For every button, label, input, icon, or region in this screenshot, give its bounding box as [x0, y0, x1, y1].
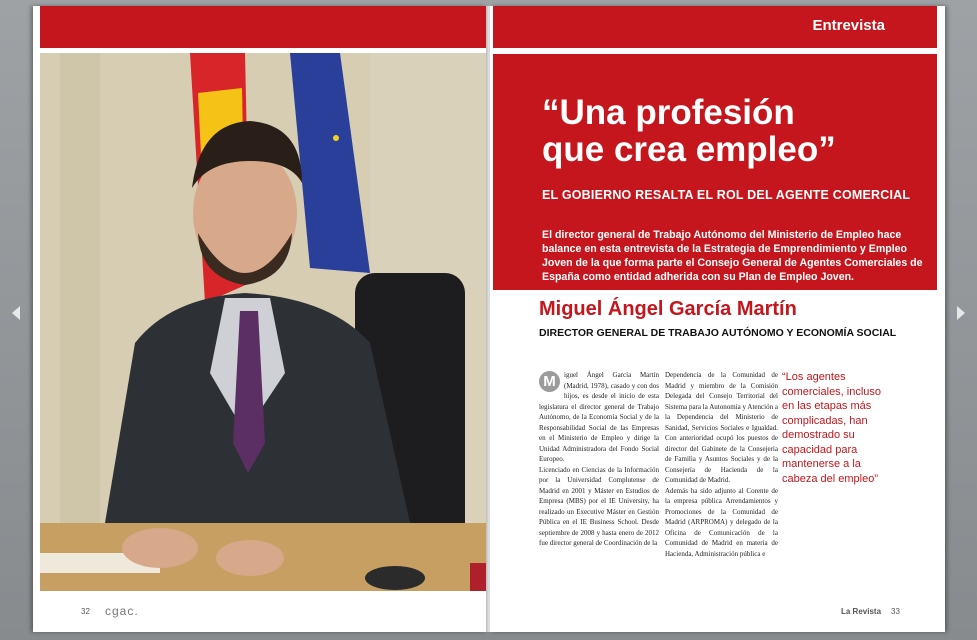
kicker: EL GOBIERNO RESALTA EL ROL DEL AGENTE COMERCIAL [542, 188, 911, 202]
section-tag: Entrevista [812, 17, 885, 34]
left-page[interactable] [33, 6, 487, 632]
headline-block [493, 54, 937, 290]
right-page-red-band [493, 6, 937, 48]
headline [542, 94, 836, 168]
interviewee-name: Miguel Ángel García Martín [539, 298, 797, 320]
left-page-number: 32 [81, 607, 90, 616]
body-col1-paragraph-2: Licenciado en Ciencias de la Información por la Universidad Complutense de Madrid en 2001 y Máster en Estudios de Empresa (MBS) por el IE University, ha realizado un Executive Máster en Gestión Pública en el IE Business School. Desde septiembre de 2008 y hasta enero de 2012 fue director general de Coordinación de la [539, 465, 659, 547]
interviewee-photo-illustration [40, 53, 487, 591]
headline-line-2: que crea empleo” [542, 130, 836, 169]
previous-page-arrow-icon[interactable] [12, 306, 20, 320]
lead-paragraph: El director general de Trabajo Autónomo del Ministerio de Empleo hace balance en esta entrevista de la Estrategia de Emprendimiento y Empleo Joven de la que forma parte el Consejo General de Agentes Comerciales de España como entidad adherida con su Plan de Empleo Joven. [542, 229, 923, 283]
interviewee-role: DIRECTOR GENERAL DE TRABAJO AUTÓNOMO Y ECONOMÍA SOCIAL [539, 327, 897, 339]
body-col2-paragraph-1: Dependencia de la Comunidad de Madrid y miembro de la Comisión Delegada del Consejo Territorial del Sistema para la Autonomía y Atención a la Dependencia del Ministerio de Sanidad, Servicios Sociales e Igualdad. Con anterioridad ocupó los puestos de director del Gabinete de la Consejería de Familia y Asuntos Sociales y de la Consejería de Hacienda de la Comunidad de Madrid. [665, 371, 778, 484]
next-page-arrow-icon[interactable] [957, 306, 965, 320]
body-col2-paragraph-2: Además ha sido adjunto al Corente de la empresa pública Arrendamientos y Promociones de la Comunidad de Madrid (ARPROMA) y delegado de la Oficina de Comunicación de la Comunidad de Madrid en materia de Hacienda, Administración pública e [665, 486, 778, 558]
cgac-logo: cgac. [105, 604, 139, 618]
la-revista-logo: La Revista [841, 607, 882, 616]
headline-line-1: “Una profesión [542, 93, 795, 132]
drop-cap: M [539, 371, 560, 392]
interviewee-photo [40, 53, 487, 591]
left-page-red-band [40, 6, 487, 48]
right-page[interactable] [490, 6, 945, 632]
body-column-1 [539, 370, 659, 549]
body-col1-paragraph-1: iguel Ángel García Martín (Madrid, 1978), casado y con dos hijos, es desde el inicio de esta legislatura el director general de Trabajo Autónomo, de la Economía Social y de la Responsabilidad Social de las Empresas en el Ministerio de Empleo y dirige la Unidad Administradora del Fondo Social Europeo. [539, 371, 659, 463]
pull-quote: “Los agentes comerciales, incluso en las etapas más complicadas, han demostrado su capacidad para mantenerse a la cabeza del empleo” [782, 371, 882, 485]
body-column-2 [665, 370, 778, 559]
right-page-number: 33 [891, 607, 900, 616]
